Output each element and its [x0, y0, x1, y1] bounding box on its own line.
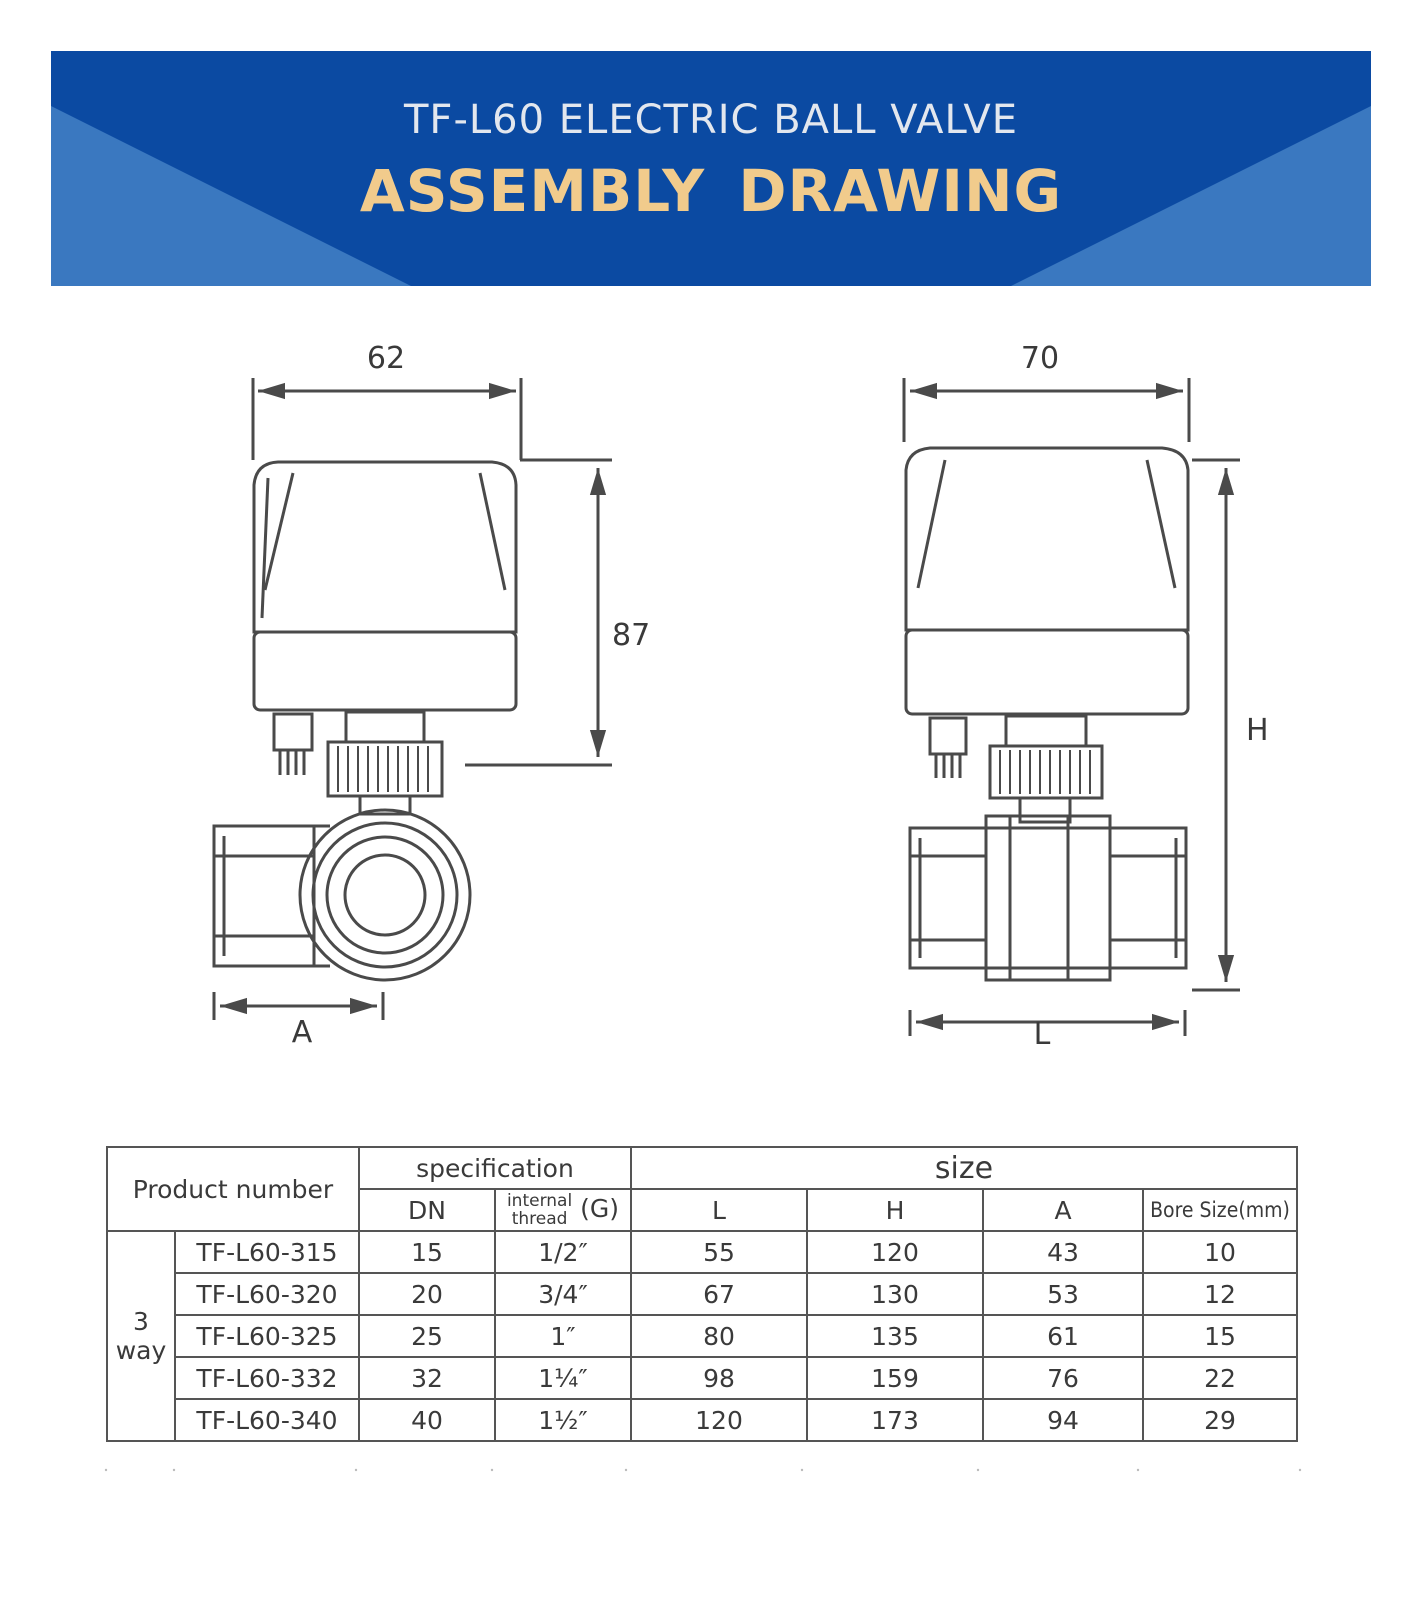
bore-cell: 15: [1143, 1315, 1297, 1357]
thread-cell: 1/2″: [495, 1231, 631, 1273]
a-cell: 94: [983, 1399, 1143, 1441]
a-cell: 53: [983, 1273, 1143, 1315]
left-bottom-dim: A: [291, 1015, 313, 1050]
table-row: [107, 1231, 1297, 1273]
left-height-dim: 87: [612, 618, 651, 653]
l-header: L: [631, 1189, 807, 1231]
thread-header: [495, 1189, 631, 1231]
dotted-divider: [104, 1468, 1304, 1478]
right-view: [904, 341, 1269, 1052]
model-cell: TF-L60-320: [175, 1273, 359, 1315]
banner-subtitle: TF-L60 ELECTRIC BALL VALVE: [404, 97, 1018, 143]
thread-cell: 1¼″: [495, 1357, 631, 1399]
l-cell: 80: [631, 1315, 807, 1357]
table-row: [107, 1399, 1297, 1441]
product-number-header: Product number: [107, 1147, 359, 1231]
bore-cell: 29: [1143, 1399, 1297, 1441]
group-label: [107, 1231, 175, 1441]
group-label-line1: 3: [133, 1307, 149, 1336]
table-header-row-1: [107, 1147, 1297, 1189]
a-cell: 43: [983, 1231, 1143, 1273]
dn-cell: 20: [359, 1273, 495, 1315]
group-label-line2: way: [115, 1336, 167, 1365]
bore-header: Bore Size(mm): [1143, 1189, 1297, 1231]
right-width-dim: 70: [1020, 341, 1060, 376]
dn-cell: 15: [359, 1231, 495, 1273]
model-cell: TF-L60-325: [175, 1315, 359, 1357]
table-row: [107, 1357, 1297, 1399]
l-cell: 120: [631, 1399, 807, 1441]
thread-cell: 1″: [495, 1315, 631, 1357]
model-cell: TF-L60-340: [175, 1399, 359, 1441]
right-height-dim: H: [1246, 713, 1269, 748]
table-row: [107, 1273, 1297, 1315]
dn-cell: 25: [359, 1315, 495, 1357]
l-cell: 67: [631, 1273, 807, 1315]
assembly-drawing: [0, 320, 1417, 1060]
model-cell: TF-L60-332: [175, 1357, 359, 1399]
bore-cell: 22: [1143, 1357, 1297, 1399]
a-cell: 61: [983, 1315, 1143, 1357]
dn-header: DN: [359, 1189, 495, 1231]
dn-cell: 40: [359, 1399, 495, 1441]
size-header: size: [631, 1147, 1297, 1189]
thread-cell: 1½″: [495, 1399, 631, 1441]
thread-header-line2: thread: [511, 1209, 568, 1229]
spec-table: [106, 1146, 1298, 1442]
l-cell: 55: [631, 1231, 807, 1273]
thread-cell: 3/4″: [495, 1273, 631, 1315]
h-cell: 135: [807, 1315, 983, 1357]
table-row: [107, 1315, 1297, 1357]
h-cell: 120: [807, 1231, 983, 1273]
h-header: H: [807, 1189, 983, 1231]
h-cell: 159: [807, 1357, 983, 1399]
specification-header: specification: [359, 1147, 631, 1189]
thread-header-unit: (G): [580, 1194, 620, 1223]
dn-cell: 32: [359, 1357, 495, 1399]
a-header: A: [983, 1189, 1143, 1231]
right-bottom-dim: L: [1033, 1017, 1051, 1052]
l-cell: 98: [631, 1357, 807, 1399]
h-cell: 173: [807, 1399, 983, 1441]
banner-title: ASSEMBLY DRAWING: [359, 157, 1063, 225]
left-view: [214, 341, 650, 1050]
h-cell: 130: [807, 1273, 983, 1315]
left-width-dim: 62: [366, 341, 406, 376]
bore-cell: 10: [1143, 1231, 1297, 1273]
a-cell: 76: [983, 1357, 1143, 1399]
bore-cell: 12: [1143, 1273, 1297, 1315]
thread-header-line1: internal: [506, 1191, 573, 1211]
header-banner: [51, 51, 1371, 286]
model-cell: TF-L60-315: [175, 1231, 359, 1273]
